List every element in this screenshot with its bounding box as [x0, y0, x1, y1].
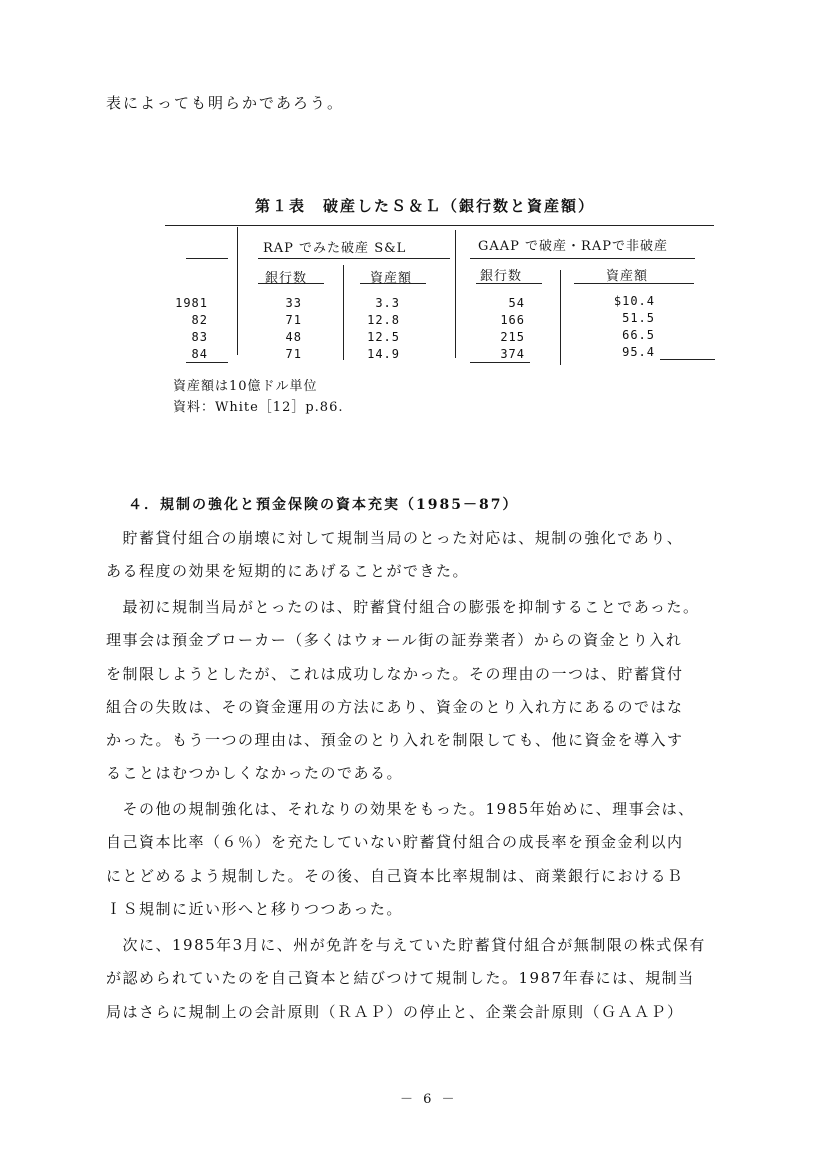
table-note-unit: 資産額は10億ドル単位	[173, 379, 318, 394]
paragraph-line: ることはむつかしくなかったのである。	[106, 764, 404, 783]
stub-rule	[186, 258, 228, 259]
table-cell-rap-assets: 3.3	[375, 296, 400, 310]
table-cell-rap-banks: 48	[285, 330, 302, 344]
section-heading: ４．規制の強化と預金保険の資本充実（1985－87）	[128, 497, 519, 513]
gaap-banks-header: 銀行数	[480, 269, 523, 284]
table-cell-gaap-banks: 54	[508, 296, 525, 310]
paragraph-line: 理事会は預金ブローカー（多くはウォール街の証券業者）からの資金とり入れ	[106, 631, 683, 650]
gaap-assets-header: 資産額	[606, 269, 649, 284]
paragraph-line: かった。もう一つの理由は、預金のとり入れを制限しても、他に資金を導入す	[106, 731, 684, 750]
table-cell-gaap-assets: 51.5	[622, 311, 655, 325]
gaap-group-header: GAAP で破産・RAPで非破産	[478, 239, 668, 254]
paragraph-line: ＩＳ規制に近い形へと移りつつあった。	[106, 899, 403, 918]
table-cell-gaap-assets: $10.4	[613, 294, 655, 308]
paragraph-line: 組合の失敗は、その資金運用の方法にあり、資金のとり入れ方にあるのではな	[106, 697, 684, 716]
paragraph-line: を制限しようとしたが、これは成功しなかった。その理由の一つは、貯蓄貸付	[106, 664, 684, 683]
rap-group-rule	[258, 258, 450, 259]
paragraph-line: 貯蓄貸付組合の崩壊に対して規制当局のとった対応は、規制の強化であり、	[106, 529, 684, 547]
table-cell-rap-assets: 14.9	[367, 347, 400, 361]
paragraph	[106, 591, 746, 791]
paragraph-line: が認められていたのを自己資本と結びつけて規制した。1987年春には、規制当	[106, 969, 695, 988]
gaap-group-rule	[470, 258, 695, 259]
table-caption: 第１表 破産したＳ＆Ｌ（銀行数と資産額）	[255, 197, 596, 215]
page-number: － 6 －	[400, 1092, 458, 1107]
rap-group-header: RAP でみた破産 S&L	[263, 241, 407, 256]
paragraph-line: 局はさらに規制上の会計原則（ＲＡＰ）の停止と、企業会計原則（ＧＡＡＰ）	[106, 1002, 684, 1021]
rap-left-divider	[237, 227, 238, 355]
table-cell-year: 1981	[175, 296, 208, 310]
table-top-rule	[165, 225, 714, 226]
table-cell-year: 83	[191, 330, 208, 344]
intro-line: 表によっても明らかであろう。	[106, 94, 345, 112]
table-cell-rap-assets: 12.8	[367, 313, 400, 327]
paragraph-line: 自己資本比率（６％）を充たしていない貯蓄貸付組合の成長率を預金金利以内	[106, 833, 684, 852]
table-cell-year: 82	[191, 313, 208, 327]
paragraph	[106, 522, 746, 589]
paragraph	[106, 929, 746, 1029]
table-cell-gaap-banks: 166	[500, 313, 525, 327]
table-cell-rap-banks: 71	[285, 347, 302, 361]
rap-assets-header: 資産額	[370, 271, 413, 286]
table-bottom-rule-stub	[186, 362, 228, 363]
paragraph-line: にとどめるよう規制した。その後、自己資本比率規制は、商業銀行におけるＢ	[106, 866, 684, 885]
paragraph-line: 次に、1985年3月に、州が免許を与えていた貯蓄貸付組合が無制限の株式保有	[106, 936, 706, 954]
gaap-inner-divider	[560, 270, 561, 365]
paragraph-line: ある程度の効果を短期的にあげることができた。	[106, 562, 470, 581]
group-divider	[455, 230, 456, 358]
table-note-source: 資料：White［12］p.86.	[173, 400, 344, 415]
table-cell-rap-banks: 71	[285, 313, 302, 327]
table-cell-year: 84	[191, 347, 208, 361]
table-cell-rap-banks: 33	[285, 296, 302, 310]
table-cell-gaap-assets: 66.5	[622, 328, 655, 342]
table-cell-gaap-banks: 215	[500, 330, 525, 344]
rap-banks-header: 銀行数	[265, 271, 308, 286]
paragraph-line: 最初に規制当局がとったのは、貯蓄貸付組合の膨張を抑制することであった。	[106, 598, 700, 616]
table-bottom-rule-gaap	[470, 362, 530, 363]
paragraph-line: その他の規制強化は、それなりの効果をもった。1985年始めに、理事会は、	[106, 800, 695, 818]
table-cell-gaap-assets: 95.4	[622, 345, 655, 359]
table-cell-gaap-banks: 374	[500, 347, 525, 361]
table-bottom-rule-end	[660, 359, 715, 360]
paragraph	[106, 793, 746, 926]
table-cell-rap-assets: 12.5	[367, 330, 400, 344]
